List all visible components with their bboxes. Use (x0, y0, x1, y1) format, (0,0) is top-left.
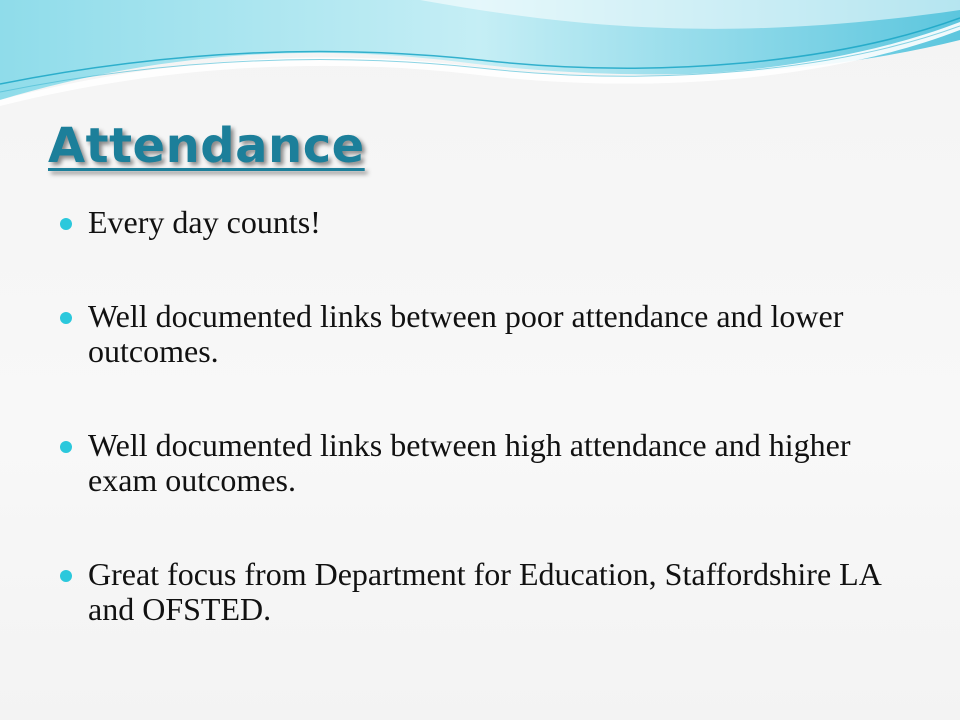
header-wave-decoration (0, 0, 960, 120)
bullet-text: Well documented links between poor attendance and lower outcomes. (88, 298, 844, 369)
bullet-list (60, 205, 920, 627)
bullet-item (60, 205, 920, 240)
bullet-dot-icon (60, 218, 72, 230)
slide-title: Attendance (48, 118, 365, 174)
bullet-dot-icon (60, 312, 72, 324)
bullet-dot-icon (60, 441, 72, 453)
bullet-text: Well documented links between high attendance and higher exam outcomes. (88, 427, 851, 498)
bullet-text: Every day counts! (88, 204, 321, 240)
bullet-dot-icon (60, 570, 72, 582)
bullet-item (60, 428, 920, 498)
bullet-item (60, 557, 920, 627)
bullet-item (60, 299, 920, 369)
bullet-text: Great focus from Department for Education, Staffordshire LA and OFSTED. (88, 556, 881, 627)
